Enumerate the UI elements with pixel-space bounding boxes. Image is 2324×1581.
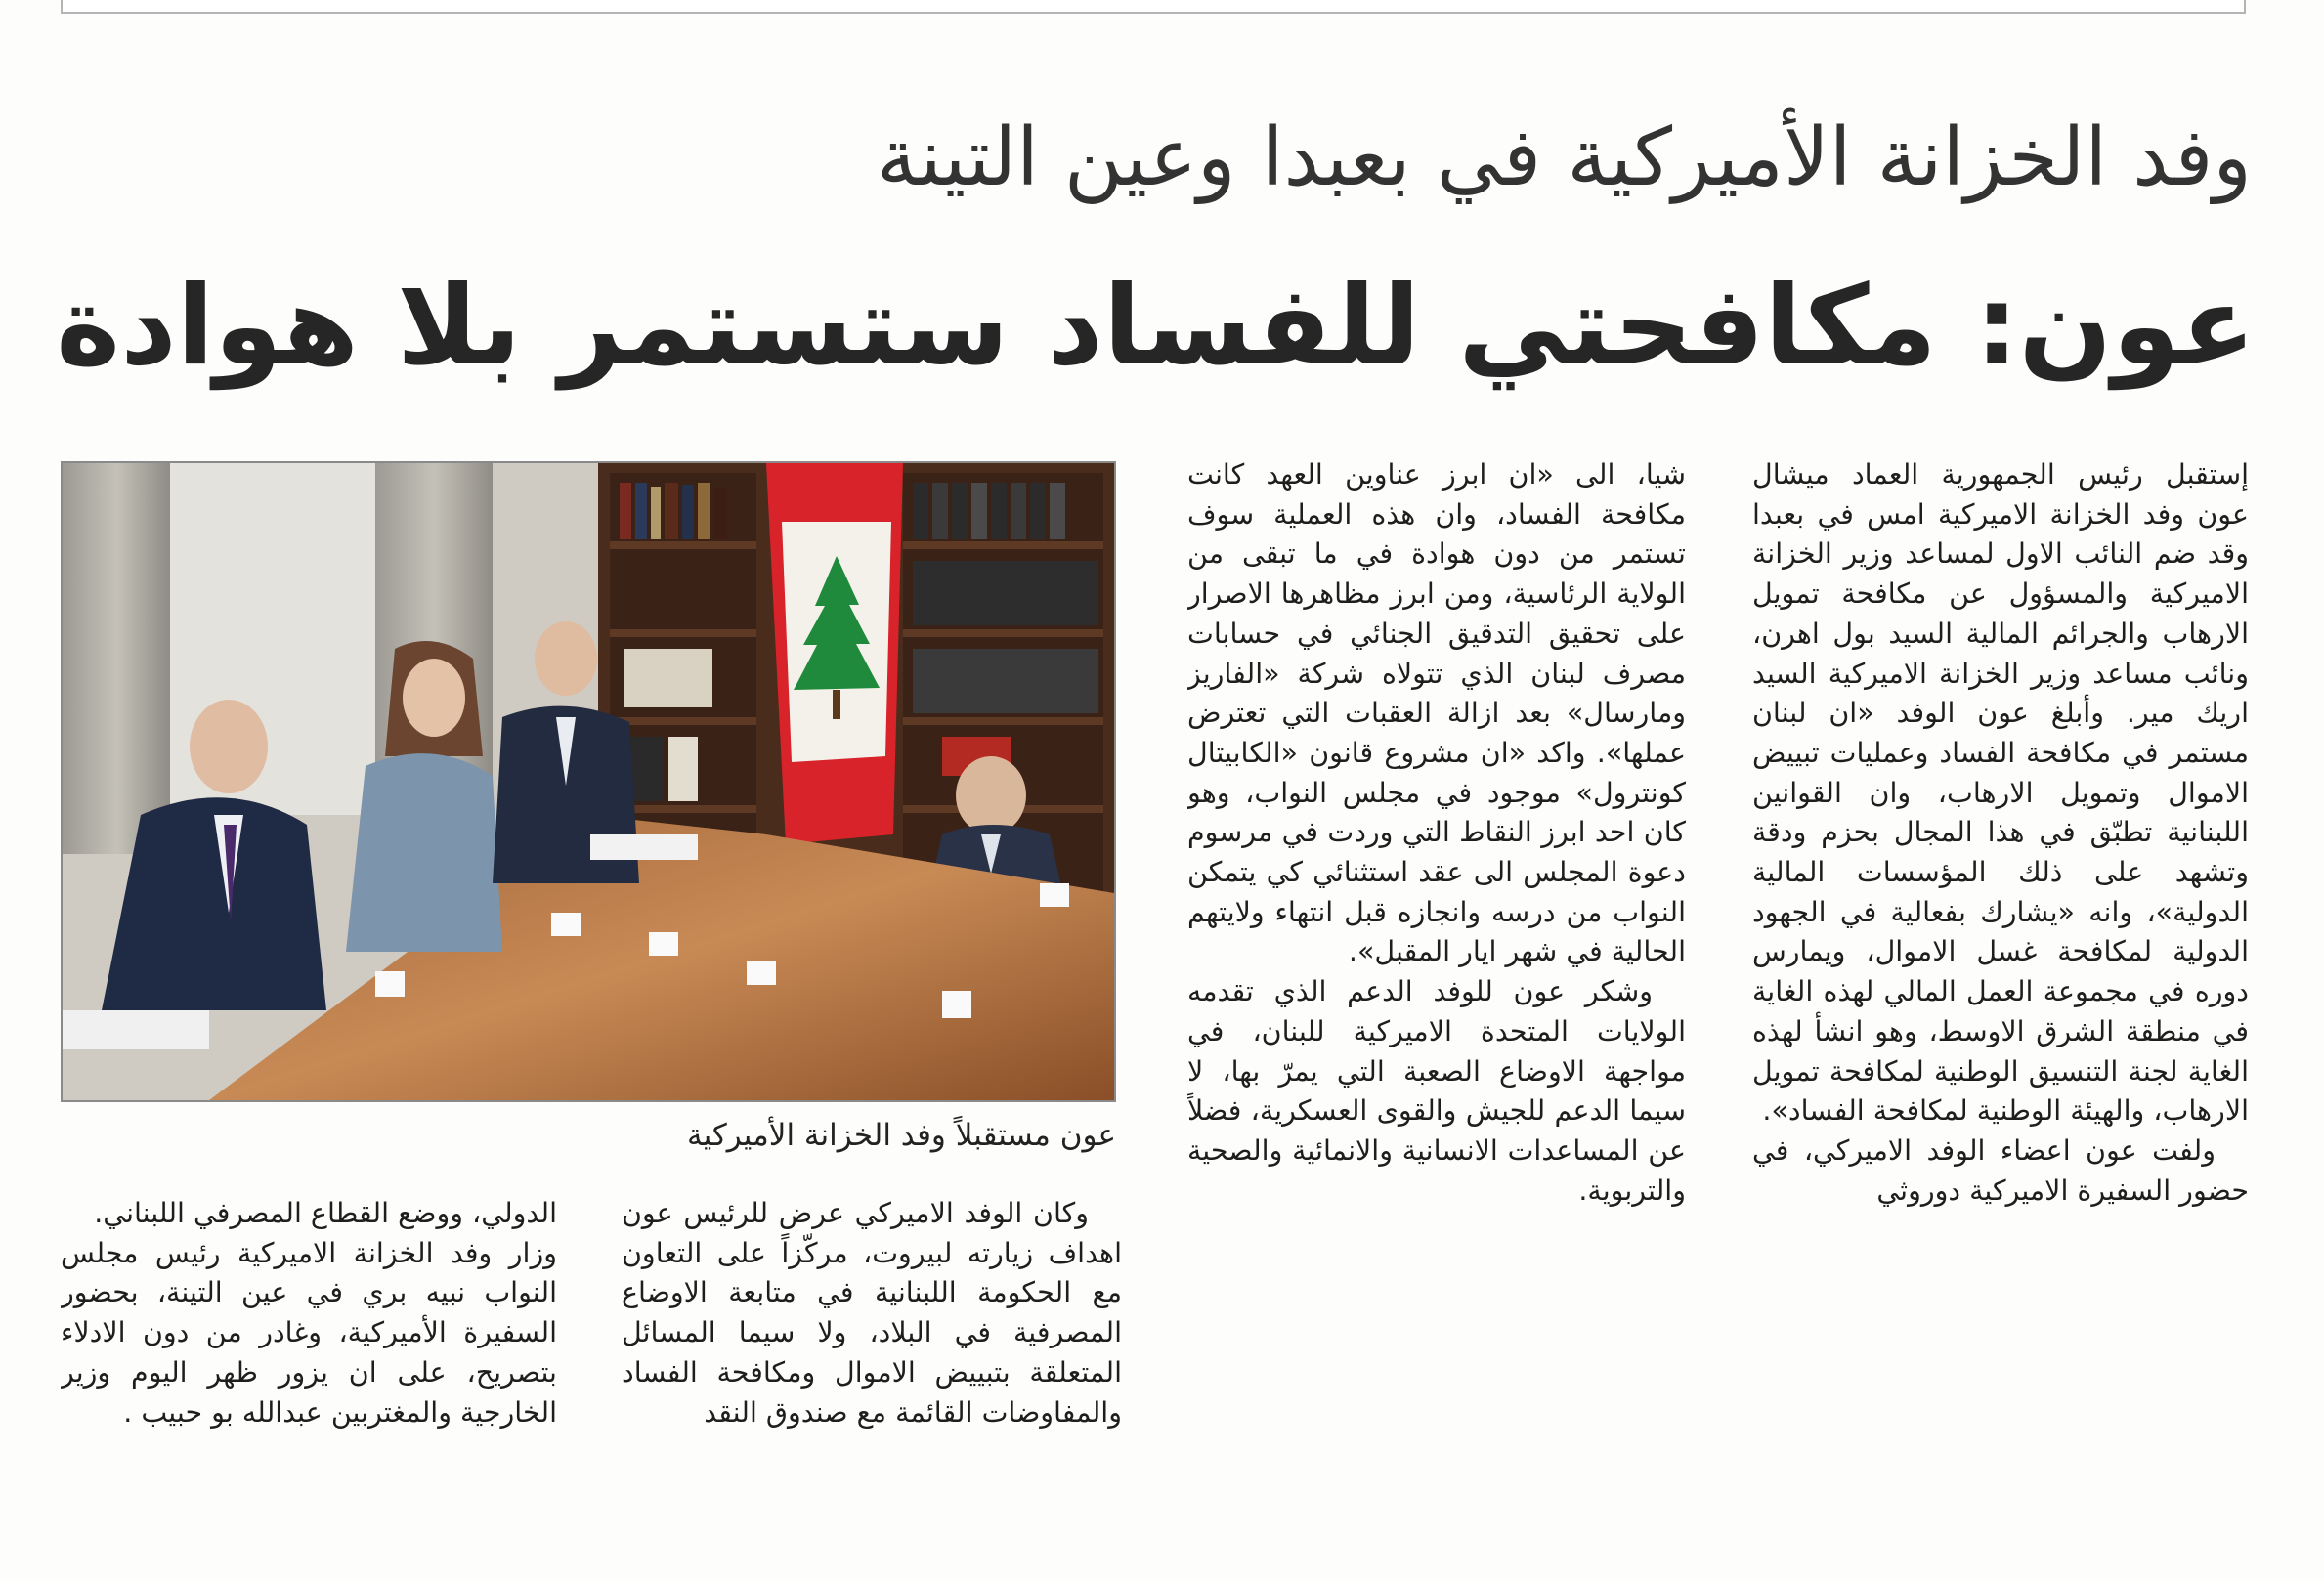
lebanese-flag-icon	[766, 463, 903, 854]
name-card	[649, 932, 678, 956]
column-1-paragraph-1: إستقبل رئيس الجمهورية العماد ميشال عون وفد الخزانة الاميركية امس في بعبدا وقد ضم النائب الاول لمساعد وزير الخزانة الاميركية والمسؤول عن مكافحة تمويل الارهاب والجرائم المالية السيد بول اهرن، ونائب مساعد وزير الخزانة الاميركية السيد اريك مير. وأبلغ عون الوفد «ان لبنان مستمر في مكافحة الفساد وعمليات تبييض الاموال وتمويل الارهاب، وان القوانين اللبنانية تطبّق في هذا المجال بحزم ودقة وتشهد على ذلك المؤسسات المالية الدولية»، وانه «يشارك بفعالية في الجهود الدولية لمكافحة غسل الاموال، ويمارس دوره في مجموعة العمل المالي لهذه الغاية في منطقة الشرق الاوسط، وهو انشأ لهذه الغاية لجنة التنسيق الوطنية لمكافحة تمويل الارهاب، والهيئة الوطنية لمكافحة الفساد».	[1752, 458, 2249, 1128]
article-column-1	[1752, 455, 2249, 1550]
column-4-paragraph-1: الدولي، ووضع القطاع المصرفي اللبناني.	[94, 1197, 557, 1229]
article-column-4	[61, 1194, 557, 1556]
documents	[590, 834, 698, 860]
column-3-paragraph-1: وكان الوفد الاميركي عرض للرئيس عون اهداف زيارته لبيروت، مركّزاً على التعاون مع الحكومة اللبنانية في متابعة الاوضاع المصرفية في البلاد، ولا سيما المسائل المتعلقة بتبييض الاموال ومكافحة الفساد والمفاوضات القائمة مع صندوق النقد	[622, 1197, 1122, 1429]
article-photo	[61, 461, 1116, 1102]
article-column-3	[622, 1194, 1122, 1556]
curtain-left	[63, 463, 170, 854]
top-border-frame	[61, 0, 2246, 14]
article-headline: عون: مكافحتي للفساد ستستمر بلا هوادة	[56, 263, 2256, 390]
column-2-paragraph-1: شيا، الى «ان ابرز عناوين العهد كانت مكافحة الفساد، وان هذه العملية سوف تستمر من دون هوادة في ما تبقى من الولاية الرئاسية، ومن ابرز مظاهرها الاصرار على تحقيق التدقيق الجنائي في حسابات مصرف لبنان الذي تتولاه شركة «الفاريز ومارسال» بعد ازالة العقبات التي تعترض عملها». واكد «ان مشروع قانون «الكابيتال كونترول» موجود في مجلس النواب، وهو كان احد ابرز النقاط التي وردت في مرسوم دعوة المجلس الى عقد استثنائي كي يتمكن النواب من درسه وانجازه قبل انتهاء ولايتهم الحالية في شهر ايار المقبل».	[1187, 458, 1686, 968]
name-card	[747, 961, 776, 985]
name-card	[551, 913, 581, 936]
column-4-paragraph-2: وزار وفد الخزانة الاميركية رئيس مجلس النواب نبيه بري في عين التينة، بحضور السفيرة الأميركية، وغادر من دون الادلاء بتصريح، على ان يزور ظهر اليوم وزير الخارجية والمغتربين عبدالله بو حبيب .	[61, 1236, 557, 1429]
article-column-2	[1187, 455, 1686, 1554]
name-card	[1040, 883, 1069, 907]
name-card	[375, 971, 405, 997]
documents	[63, 1010, 209, 1049]
meeting-photo-illustration	[63, 463, 1114, 1100]
name-card	[942, 991, 971, 1018]
photo-caption: عون مستقبلاً وفد الخزانة الأميركية	[686, 1118, 1116, 1153]
article-kicker: وفد الخزانة الأميركية في بعبدا وعين التينة	[876, 111, 2252, 204]
column-2-paragraph-2: وشكر عون للوفد الدعم الذي تقدمه الولايات المتحدة الاميركية للبنان، في مواجهة الاوضاع الصعبة التي يمرّ بها، لا سيما الدعم للجيش والقوى العسكرية، فضلاً عن المساعدات الانسانية والانمائية والصحية والتربوية.	[1187, 975, 1686, 1207]
column-1-paragraph-2: ولفت عون اعضاء الوفد الاميركي، في حضور السفيرة الاميركية دوروثي	[1752, 1133, 2249, 1207]
